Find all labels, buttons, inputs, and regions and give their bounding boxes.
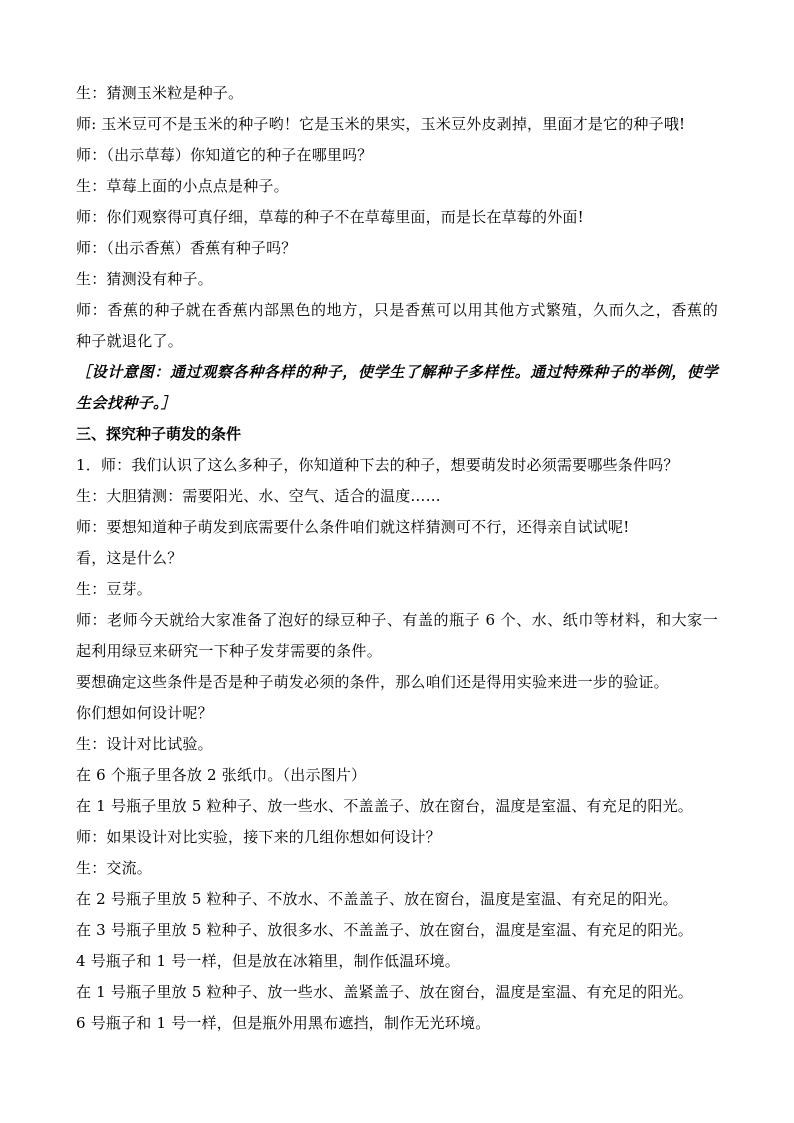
text-line: 在 1 号瓶子里放 5 粒种子、放一些水、盖紧盖子、放在窗台，温度是室温、有充足的阳光。: [76, 983, 693, 1001]
text-line: 在 3 号瓶子里放 5 粒种子、放很多水、不盖盖子、放在窗台，温度是室温、有充足的阳光。: [76, 921, 693, 939]
text-line: 看，这是什么？: [76, 549, 183, 567]
text-line: 生：草莓上面的小点点是种子。: [76, 177, 289, 195]
text-line: 生：交流。: [76, 859, 153, 877]
banana-paragraph: 师：香蕉的种子就在香蕉内部黑色的地方，只是香蕉可以用其他方式繁殖，久而久之，香蕉的种子就退化了。: [76, 301, 718, 350]
text-line: 师：如果设计对比实验，接下来的几组你想如何设计？: [76, 828, 441, 846]
design-intent-note: ［设计意图：通过观察各种各样的种子，使学生了解种子多样性。通过特殊种子的举例，使学生会找种子。］: [76, 363, 718, 412]
text-line: 生：猜测没有种子。: [76, 270, 213, 288]
document-body: [76, 78, 718, 1039]
materials-paragraph: 师：老师今天就给大家准备了泡好的绿豆种子、有盖的瓶子 6 个、水、纸巾等材料，和大家一起利用绿豆来研究一下种子发芽需要的条件。: [76, 611, 718, 660]
section-heading: 三、探究种子萌发的条件: [76, 425, 242, 443]
text-line: 师：（出示草莓）你知道它的种子在哪里吗？: [76, 146, 373, 164]
text-line: 生：设计对比试验。: [76, 735, 213, 753]
text-line: 师：要想知道种子萌发到底需要什么条件咱们就这样猜测可不行，还得亲自试试呢!: [76, 518, 630, 536]
text-line: 生：豆芽。: [76, 580, 153, 598]
text-line: 4 号瓶子和 1 号一样，但是放在冰箱里，制作低温环境。: [76, 952, 460, 970]
text-line: 在 6 个瓶子里各放 2 张纸巾。（出示图片）: [76, 766, 367, 784]
text-line: 在 1 号瓶子里放 5 粒种子、放一些水、不盖盖子、放在窗台，温度是室温、有充足的阳光。: [76, 797, 693, 815]
text-line: 师：（出示香蕉）香蕉有种子吗？: [76, 239, 297, 257]
text-line: 生：大胆猜测：需要阳光、水、空气、适合的温度……: [76, 487, 441, 505]
text-line: 师：你们观察得可真仔细，草莓的种子不在草莓里面，而是长在草莓的外面!: [76, 208, 584, 226]
text-line: 在 2 号瓶子里放 5 粒种子、不放水、不盖盖子、放在窗台，温度是室温、有充足的阳光。: [76, 890, 678, 908]
text-line: 1．师：我们认识了这么多种子，你知道种下去的种子，想要萌发时必须需要哪些条件吗？: [76, 456, 679, 474]
text-line: 你们想如何设计呢？: [76, 704, 213, 722]
text-line: 要想确定这些条件是否是种子萌发必须的条件，那么咱们还是得用实验来进一步的验证。: [76, 673, 669, 691]
text-line: 师: 玉米豆可不是玉米的种子哟！它是玉米的果实，玉米豆外皮剥掉，里面才是它的种子哦!: [76, 115, 686, 133]
text-line: 生：猜测玉米粒是种子。: [76, 84, 244, 102]
text-line: 6 号瓶子和 1 号一样，但是瓶外用黑布遮挡，制作无光环境。: [76, 1014, 491, 1032]
